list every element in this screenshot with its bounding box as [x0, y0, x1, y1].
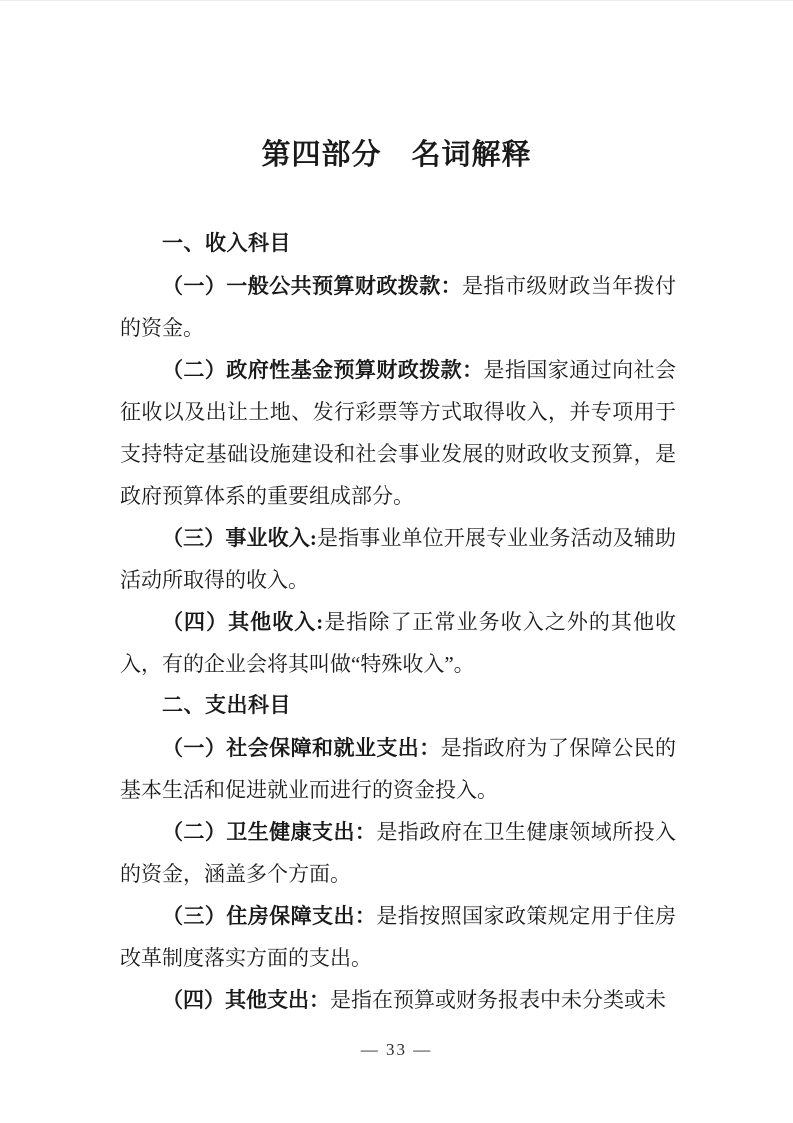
income-item-3-term: （三）事业收入:: [162, 526, 317, 550]
income-item-1: [120, 265, 676, 349]
expenditure-item-1-definition: 是指政府为了保障公民的基本生活和促进就业而进行的资金投入。: [120, 736, 677, 802]
expenditure-item-1: [120, 727, 676, 811]
expenditure-item-4-definition: 是指在预算或财务报表中未分类或未: [330, 988, 666, 1012]
page-number: — 33 —: [360, 1040, 433, 1059]
section-heading-expenditure: 二、支出科目: [162, 694, 291, 717]
document-body: [120, 223, 676, 1021]
income-item-3-definition: 是指事业单位开展专业业务活动及辅助活动所取得的收入。: [120, 526, 676, 592]
income-item-3: [120, 517, 676, 601]
income-item-4: [120, 601, 676, 685]
expenditure-item-2: [120, 811, 676, 895]
expenditure-item-3-term: （三）住房保障支出：: [162, 904, 377, 928]
section-heading-income: 一、收入科目: [162, 232, 291, 255]
income-item-2-definition: 是指国家通过向社会征收以及出让土地、发行彩票等方式取得收入，并专项用于支持特定基础设施建设和社会事业发展的财政收支预算，是政府预算体系的重要组成部分。: [120, 358, 677, 508]
expenditure-item-4: [120, 979, 676, 1021]
expenditure-item-2-definition: 是指政府在卫生健康领域所投入的资金，涵盖多个方面。: [120, 820, 677, 886]
income-item-2: [120, 349, 676, 517]
expenditure-item-3: [120, 895, 676, 979]
expenditure-item-4-term: （四）其他支出：: [162, 988, 330, 1012]
income-item-1-term: （一）一般公共预算财政拨款：: [162, 274, 463, 298]
income-item-2-term: （二）政府性基金预算财政拨款：: [162, 358, 484, 382]
expenditure-item-3-definition: 是指按照国家政策规定用于住房改革制度落实方面的支出。: [120, 904, 677, 970]
page-footer: [0, 1038, 793, 1062]
income-item-4-definition: 是指除了正常业务收入之外的其他收入，有的企业会将其叫做“特殊收入”。: [120, 610, 676, 676]
document-title: 第四部分 名词解释: [261, 139, 532, 171]
income-item-1-definition: 是指市级财政当年拨付的资金。: [120, 274, 677, 340]
expenditure-item-2-term: （二）卫生健康支出：: [162, 820, 377, 844]
income-item-4-term: （四）其他收入:: [162, 610, 324, 634]
expenditure-item-1-term: （一）社会保障和就业支出：: [162, 736, 441, 760]
